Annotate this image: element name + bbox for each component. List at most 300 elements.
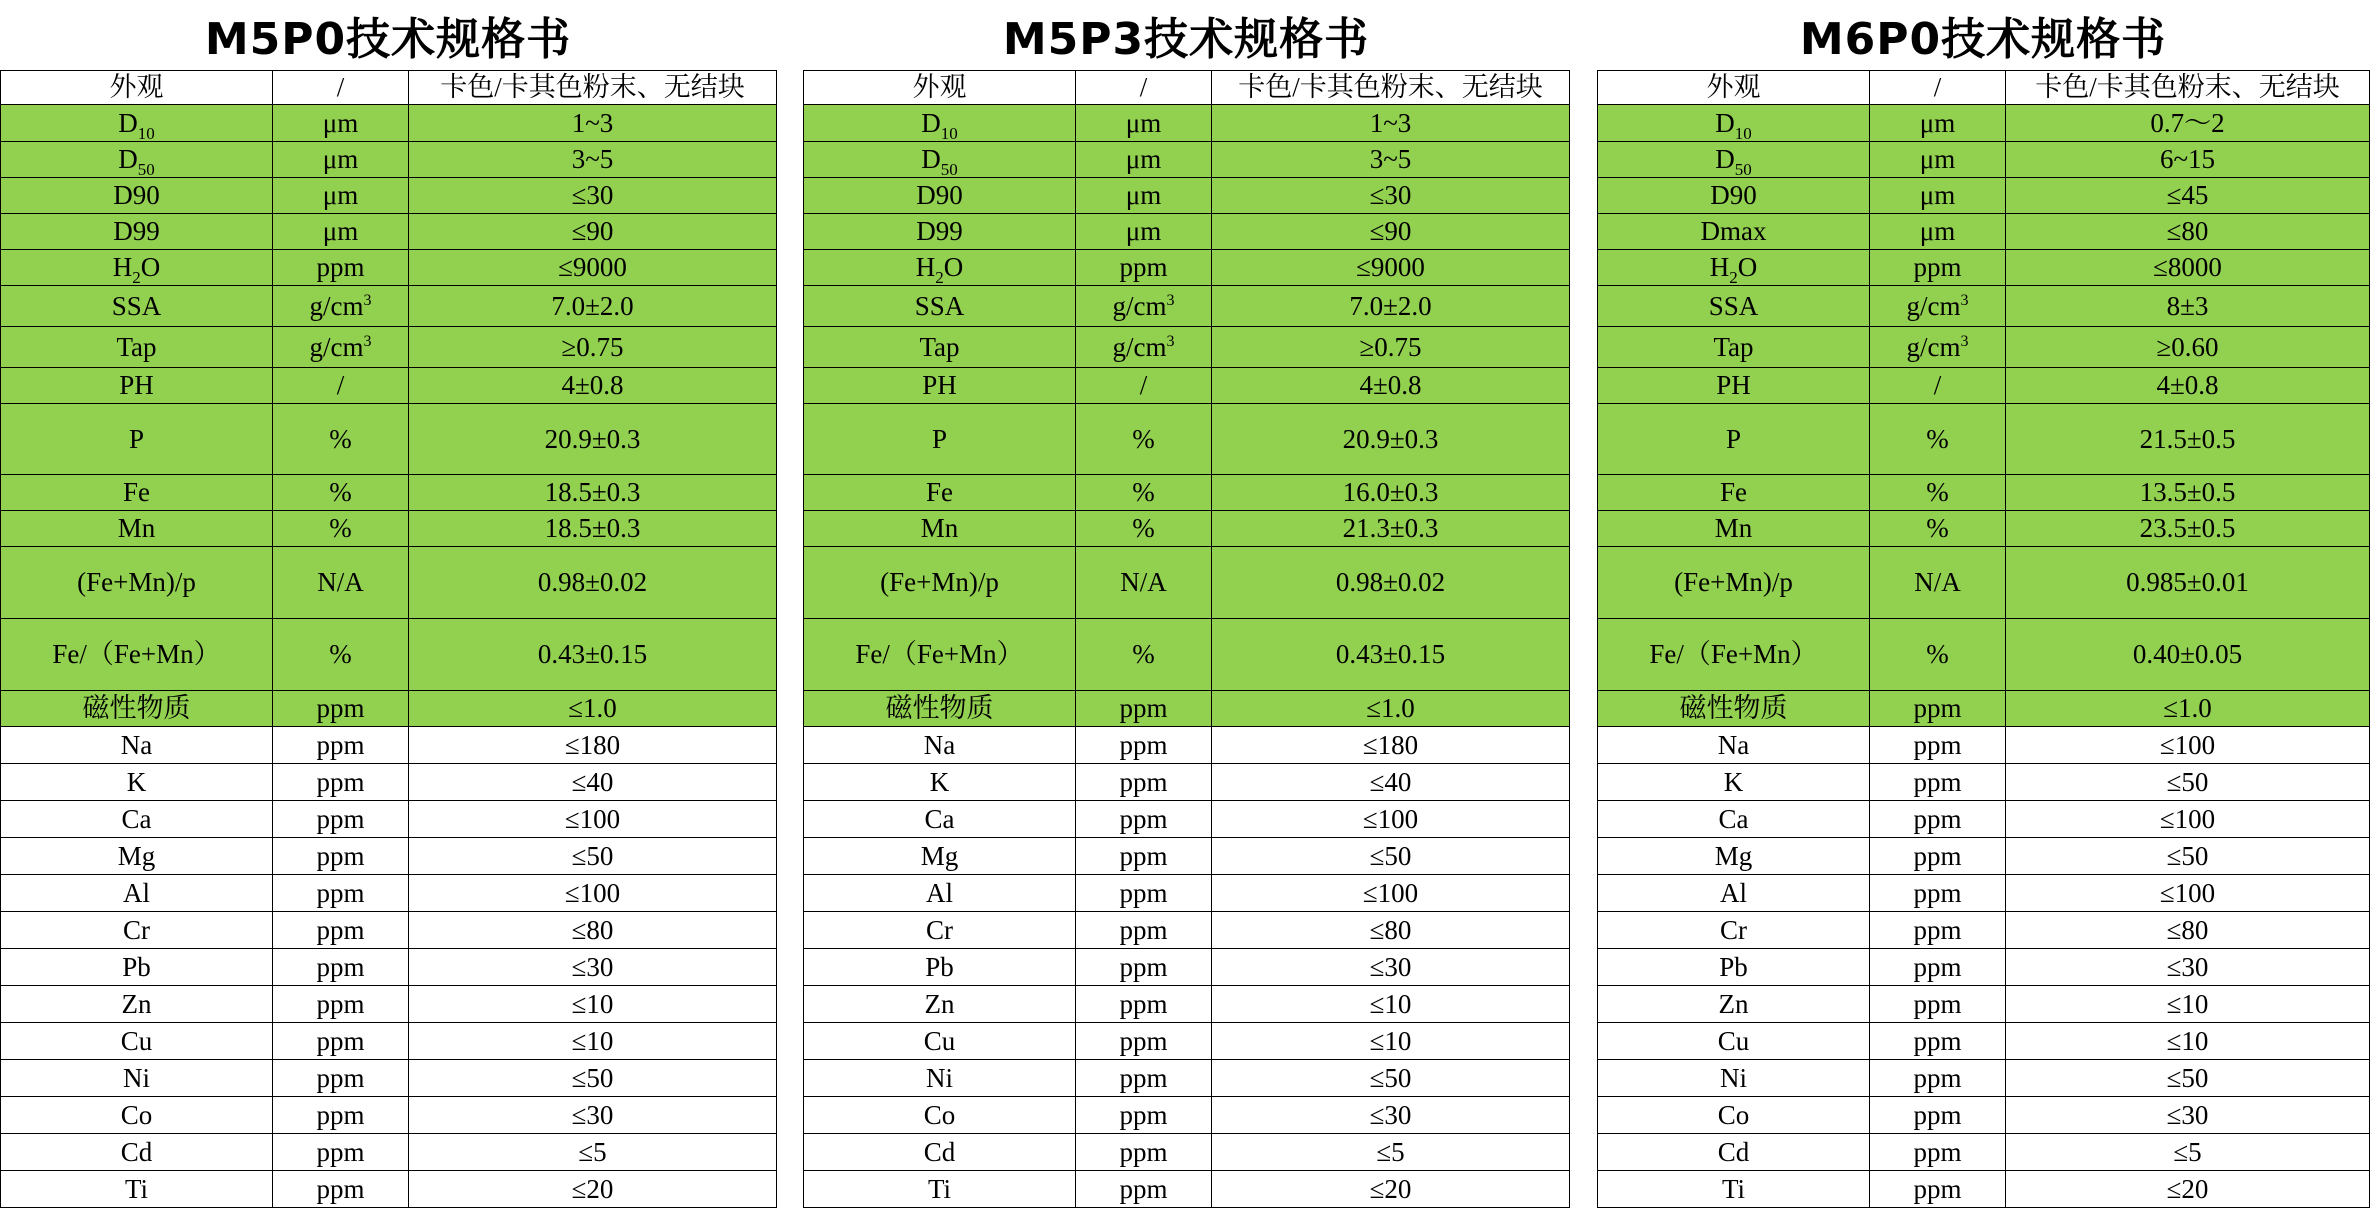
page-title: M5P3技术规格书 — [1002, 14, 1370, 65]
table-row — [1598, 105, 2370, 142]
spec-value-cell — [409, 1171, 777, 1208]
table-row — [1598, 875, 2370, 912]
item-name-cell — [1598, 286, 1870, 327]
table-row — [1, 619, 777, 691]
spec-value-cell — [2006, 511, 2370, 547]
spec-value-cell — [409, 1023, 777, 1060]
spec-value: 0.43±0.15 — [1335, 639, 1446, 669]
item-name: Cu — [1717, 1025, 1750, 1056]
unit-cell — [273, 912, 409, 949]
unit-cell — [1076, 986, 1212, 1023]
item-name: (Fe+Mn)/p — [880, 567, 999, 597]
spec-value: ≤40 — [1369, 766, 1412, 797]
spec-value: ≤30 — [571, 951, 614, 982]
table-row — [1, 71, 777, 105]
table-row — [1, 547, 777, 619]
unit: ppm — [1913, 729, 1962, 760]
spec-value: ≤30 — [1369, 951, 1412, 982]
spec-value: 0.7～2 — [2150, 107, 2225, 138]
spec-value-cell — [1212, 511, 1570, 547]
item-name-cell — [804, 986, 1076, 1023]
table-row — [1598, 475, 2370, 511]
unit-superscript: 3 — [1166, 291, 1175, 309]
item-name-cell — [804, 1171, 1076, 1208]
unit: ppm — [316, 1025, 365, 1056]
item-name-cell — [1, 511, 273, 547]
item-name-subscript: 50 — [137, 160, 155, 178]
unit: ppm — [1119, 840, 1168, 871]
item-name: P — [931, 423, 948, 454]
spec-value: ≤50 — [1369, 1062, 1412, 1093]
item-name-cell — [1598, 404, 1870, 475]
item-name: 外观 — [912, 72, 967, 102]
unit: % — [1132, 423, 1155, 454]
unit-cell — [1076, 727, 1212, 764]
unit-cell — [1076, 286, 1212, 327]
unit-cell — [1870, 250, 2006, 286]
spec-value: ≤50 — [1369, 840, 1412, 871]
table-row — [1598, 727, 2370, 764]
item-name-cell — [1, 250, 273, 286]
spec-value-cell — [409, 511, 777, 547]
table-row — [1598, 838, 2370, 875]
spec-value-cell — [2006, 71, 2370, 105]
item-name-cell — [1598, 1171, 1870, 1208]
table-row — [1, 727, 777, 764]
spec-value: ≤20 — [2166, 1173, 2209, 1204]
item-name-cell — [1, 105, 273, 142]
spec-value-cell — [1212, 691, 1570, 727]
table-row — [804, 838, 1570, 875]
unit: ppm — [1119, 877, 1168, 908]
unit: % — [329, 477, 352, 507]
unit-superscript: 3 — [1166, 332, 1175, 350]
item-name: D — [1715, 107, 1735, 138]
unit: / — [1139, 370, 1148, 400]
item-name-cell — [1, 986, 273, 1023]
unit: ppm — [1119, 1173, 1168, 1204]
table-row — [1598, 214, 2370, 250]
unit-cell — [1076, 949, 1212, 986]
item-name: D90 — [113, 180, 160, 210]
spec-value-cell — [2006, 1171, 2370, 1208]
item-name-cell — [804, 250, 1076, 286]
table-row — [804, 105, 1570, 142]
unit: g/cm — [1906, 331, 1961, 362]
unit: ppm — [1913, 693, 1962, 723]
item-name-cell — [804, 327, 1076, 368]
page-title: M6P0技术规格书 — [1799, 14, 2167, 65]
unit: ppm — [1119, 1136, 1168, 1167]
unit-cell — [1076, 691, 1212, 727]
unit-cell — [273, 214, 409, 250]
unit-cell — [1076, 475, 1212, 511]
item-name-cell — [1598, 1134, 1870, 1171]
unit-superscript: 3 — [1960, 332, 1969, 350]
item-name: Cd — [120, 1136, 153, 1167]
table-row — [1598, 178, 2370, 214]
spec-value-cell — [409, 912, 777, 949]
item-name: Ca — [121, 803, 152, 834]
table-row — [804, 511, 1570, 547]
table-row — [1, 511, 777, 547]
item-name-cell — [1, 1134, 273, 1171]
spec-sheet-m5p3 — [803, 0, 1569, 1221]
item-name-cell — [1, 71, 273, 105]
spec-value: 8±3 — [2166, 290, 2209, 321]
item-name: Ni — [123, 1062, 150, 1093]
unit: ppm — [316, 1062, 365, 1093]
spec-value-cell — [409, 727, 777, 764]
unit: % — [1132, 513, 1155, 543]
spec-value: 卡色/卡其色粉末、无结块 — [2035, 72, 2340, 102]
spec-value-cell — [1212, 801, 1570, 838]
item-name: Fe — [1720, 477, 1747, 507]
unit-superscript: 3 — [363, 332, 372, 350]
unit-cell — [273, 547, 409, 619]
unit-cell — [1870, 727, 2006, 764]
spec-value-cell — [2006, 838, 2370, 875]
item-name: Fe — [123, 477, 150, 507]
item-name-cell — [1598, 327, 1870, 368]
item-name: SSA — [1708, 290, 1759, 321]
item-name: Cd — [923, 1136, 956, 1167]
item-name-cell — [804, 475, 1076, 511]
item-name-cell — [1, 404, 273, 475]
spec-value: ≤10 — [571, 1025, 614, 1056]
item-name: (Fe+Mn)/p — [1674, 567, 1793, 597]
item-name-cell — [804, 912, 1076, 949]
item-name: P — [128, 423, 145, 454]
spec-value-cell — [2006, 286, 2370, 327]
unit-cell — [273, 764, 409, 801]
item-name: Mn — [920, 513, 959, 543]
item-name-subscript: 2 — [1729, 268, 1738, 286]
unit-cell — [273, 286, 409, 327]
spec-value-cell — [409, 1134, 777, 1171]
item-name: Cd — [1717, 1136, 1750, 1167]
spec-value-cell — [2006, 949, 2370, 986]
unit-cell — [1870, 912, 2006, 949]
unit: ppm — [316, 914, 365, 945]
unit: ppm — [316, 1173, 365, 1204]
item-name-cell — [1598, 178, 1870, 214]
table-row — [804, 727, 1570, 764]
item-name: H — [915, 252, 936, 282]
table-row — [1, 1171, 777, 1208]
item-name-cell — [1598, 912, 1870, 949]
item-name-subscript: 10 — [137, 123, 155, 142]
item-name-suffix: O — [1737, 252, 1758, 282]
item-name: Na — [120, 729, 153, 760]
unit: μm — [1919, 107, 1956, 138]
item-name-cell — [1598, 1097, 1870, 1134]
item-name-cell — [1, 838, 273, 875]
item-name: H — [1709, 252, 1730, 282]
spec-value-cell — [1212, 619, 1570, 691]
table-row — [1598, 142, 2370, 178]
item-name: Ca — [1718, 803, 1749, 834]
unit-cell — [1076, 801, 1212, 838]
item-name: P — [1725, 423, 1742, 454]
item-name: Cr — [926, 914, 953, 945]
item-name-cell — [1598, 250, 1870, 286]
unit: ppm — [316, 1099, 365, 1130]
item-name-cell — [804, 404, 1076, 475]
item-name: Al — [123, 877, 150, 908]
spec-value-cell — [2006, 801, 2370, 838]
item-name-cell — [1, 764, 273, 801]
spec-value-cell — [2006, 727, 2370, 764]
item-name: Ti — [927, 1173, 952, 1204]
item-name-cell — [1, 1060, 273, 1097]
unit-cell — [1076, 178, 1212, 214]
spec-value: 20.9±0.3 — [544, 423, 641, 454]
item-name: D90 — [916, 180, 963, 210]
item-name: SSA — [111, 290, 162, 321]
unit-cell — [1870, 214, 2006, 250]
page-title: M5P0技术规格书 — [204, 14, 572, 65]
spec-value-cell — [409, 71, 777, 105]
spec-value-cell — [1212, 71, 1570, 105]
spec-value: 16.0±0.3 — [1342, 477, 1439, 507]
spec-value-cell — [409, 986, 777, 1023]
spec-value-cell — [1212, 986, 1570, 1023]
table-row — [804, 214, 1570, 250]
item-name-cell — [804, 1134, 1076, 1171]
spec-value: ≤50 — [2166, 1062, 2209, 1093]
unit-cell — [1076, 619, 1212, 691]
spec-value: ≤30 — [1369, 1099, 1412, 1130]
item-name-cell — [1, 801, 273, 838]
table-row — [804, 327, 1570, 368]
unit-cell — [1870, 404, 2006, 475]
table-row — [1, 214, 777, 250]
spec-value-cell — [2006, 875, 2370, 912]
spec-value: ≤180 — [1362, 729, 1419, 760]
table-row — [1598, 912, 2370, 949]
unit-cell — [1076, 547, 1212, 619]
unit: ppm — [1913, 803, 1962, 834]
unit: % — [1926, 477, 1949, 507]
item-name: Mg — [1714, 840, 1753, 871]
spec-value: ≤100 — [2159, 877, 2216, 908]
item-name-cell — [804, 71, 1076, 105]
item-name-cell — [804, 511, 1076, 547]
unit: ppm — [1119, 693, 1168, 723]
table-row — [1598, 986, 2370, 1023]
spec-value-cell — [2006, 178, 2370, 214]
table-row — [804, 1023, 1570, 1060]
table-row — [804, 1097, 1570, 1134]
item-name: Ca — [924, 803, 955, 834]
unit-cell — [1076, 1097, 1212, 1134]
spec-value: 13.5±0.5 — [2139, 477, 2236, 507]
item-name-cell — [1, 949, 273, 986]
spec-value: ≤10 — [2166, 988, 2209, 1019]
item-name: Na — [1717, 729, 1750, 760]
unit: ppm — [316, 1136, 365, 1167]
spec-value-cell — [2006, 105, 2370, 142]
unit: ppm — [1119, 766, 1168, 797]
unit: % — [1926, 639, 1949, 669]
unit: ppm — [316, 252, 365, 282]
unit-cell — [1870, 547, 2006, 619]
item-name-cell — [804, 838, 1076, 875]
unit-cell — [1076, 764, 1212, 801]
spec-value: ≤100 — [564, 803, 621, 834]
item-name-subscript: 50 — [1734, 160, 1752, 178]
unit: / — [336, 72, 345, 102]
unit: μm — [322, 180, 359, 210]
spec-value: ≤10 — [1369, 1025, 1412, 1056]
unit-cell — [1870, 327, 2006, 368]
spec-value-cell — [2006, 214, 2370, 250]
item-name-cell — [804, 619, 1076, 691]
item-name: Mn — [117, 513, 156, 543]
unit-cell — [1870, 71, 2006, 105]
spec-value-cell — [2006, 250, 2370, 286]
table-row — [804, 250, 1570, 286]
spec-value-cell — [1212, 838, 1570, 875]
item-name: 磁性物质 — [1679, 693, 1788, 723]
table-row — [1598, 368, 2370, 404]
item-name: 外观 — [109, 72, 164, 102]
unit-cell — [273, 327, 409, 368]
item-name-cell — [804, 214, 1076, 250]
spec-value-cell — [2006, 368, 2370, 404]
spec-value: 6~15 — [2159, 144, 2216, 174]
unit-cell — [1076, 142, 1212, 178]
table-row — [1598, 250, 2370, 286]
item-name: D90 — [1710, 180, 1757, 210]
item-name: PH — [922, 370, 957, 400]
unit-cell — [1076, 71, 1212, 105]
item-name: Fe/（Fe+Mn） — [52, 639, 221, 669]
item-name: Tap — [1713, 331, 1754, 362]
item-name-cell — [804, 1023, 1076, 1060]
unit: / — [1139, 72, 1148, 102]
spec-table — [1597, 70, 2370, 1208]
table-row — [1, 404, 777, 475]
item-name-subscript: 2 — [935, 268, 944, 286]
unit: ppm — [316, 877, 365, 908]
unit-cell — [273, 1171, 409, 1208]
spec-value: ≤100 — [1362, 877, 1419, 908]
unit: N/A — [317, 567, 364, 597]
item-name-cell — [1, 142, 273, 178]
spec-value-cell — [409, 949, 777, 986]
unit: g/cm — [1906, 290, 1961, 321]
spec-value: ≤30 — [2166, 951, 2209, 982]
unit-cell — [1870, 838, 2006, 875]
item-name: K — [126, 766, 147, 797]
item-name-cell — [804, 691, 1076, 727]
unit-cell — [273, 142, 409, 178]
unit: μm — [1919, 180, 1956, 210]
table-row — [1598, 511, 2370, 547]
item-name-cell — [804, 105, 1076, 142]
item-name-subscript: 10 — [1734, 123, 1752, 142]
table-row — [804, 691, 1570, 727]
unit: ppm — [316, 951, 365, 982]
item-name-subscript: 10 — [940, 123, 958, 142]
unit: μm — [1125, 107, 1162, 138]
unit: % — [329, 513, 352, 543]
table-row — [1598, 1097, 2370, 1134]
table-row — [1598, 619, 2370, 691]
item-name: Fe/（Fe+Mn） — [1649, 639, 1818, 669]
spec-value-cell — [1212, 142, 1570, 178]
spec-value-cell — [409, 250, 777, 286]
item-name-cell — [804, 142, 1076, 178]
unit: μm — [1125, 144, 1162, 174]
item-name-cell — [1, 368, 273, 404]
spec-value-cell — [409, 1097, 777, 1134]
spec-value: 4±0.8 — [1359, 370, 1422, 400]
item-name: D99 — [113, 216, 160, 246]
spec-value: ≤40 — [571, 766, 614, 797]
unit: ppm — [1913, 1136, 1962, 1167]
table-row — [804, 764, 1570, 801]
unit: ppm — [1913, 914, 1962, 945]
unit: ppm — [316, 729, 365, 760]
spec-value: ≤10 — [2166, 1025, 2209, 1056]
unit: N/A — [1914, 567, 1961, 597]
spec-value-cell — [2006, 764, 2370, 801]
item-name-cell — [804, 1060, 1076, 1097]
spec-value: ≤80 — [1369, 914, 1412, 945]
unit-cell — [1870, 475, 2006, 511]
spec-value-cell — [2006, 1060, 2370, 1097]
item-name-cell — [1, 1023, 273, 1060]
item-name: Ti — [124, 1173, 149, 1204]
table-row — [804, 986, 1570, 1023]
spec-value-cell — [1212, 286, 1570, 327]
unit-cell — [273, 71, 409, 105]
unit: ppm — [1119, 951, 1168, 982]
spec-value: ≤9000 — [558, 252, 627, 282]
table-row — [804, 1134, 1570, 1171]
table-row — [1598, 1171, 2370, 1208]
table-row — [1, 327, 777, 368]
spec-value: ≤30 — [2166, 1099, 2209, 1130]
spec-value-cell — [1212, 912, 1570, 949]
item-name-cell — [804, 727, 1076, 764]
item-name: 磁性物质 — [82, 693, 191, 723]
table-row — [804, 1060, 1570, 1097]
unit: ppm — [1119, 729, 1168, 760]
item-name: Pb — [122, 951, 151, 982]
unit-cell — [1870, 178, 2006, 214]
spec-value: ≤30 — [571, 1099, 614, 1130]
table-row — [804, 547, 1570, 619]
unit-cell — [1870, 105, 2006, 142]
table-row — [1, 105, 777, 142]
table-row — [804, 368, 1570, 404]
spec-value: 4±0.8 — [2156, 370, 2219, 400]
spec-value-cell — [2006, 547, 2370, 619]
item-name-cell — [804, 547, 1076, 619]
item-name: Dmax — [1700, 216, 1767, 246]
item-name-cell — [1598, 801, 1870, 838]
spec-value-cell — [1212, 949, 1570, 986]
item-name: Pb — [925, 951, 954, 982]
unit: % — [1926, 423, 1949, 454]
table-row — [1, 838, 777, 875]
unit-cell — [1076, 105, 1212, 142]
item-name: Tap — [116, 331, 157, 362]
